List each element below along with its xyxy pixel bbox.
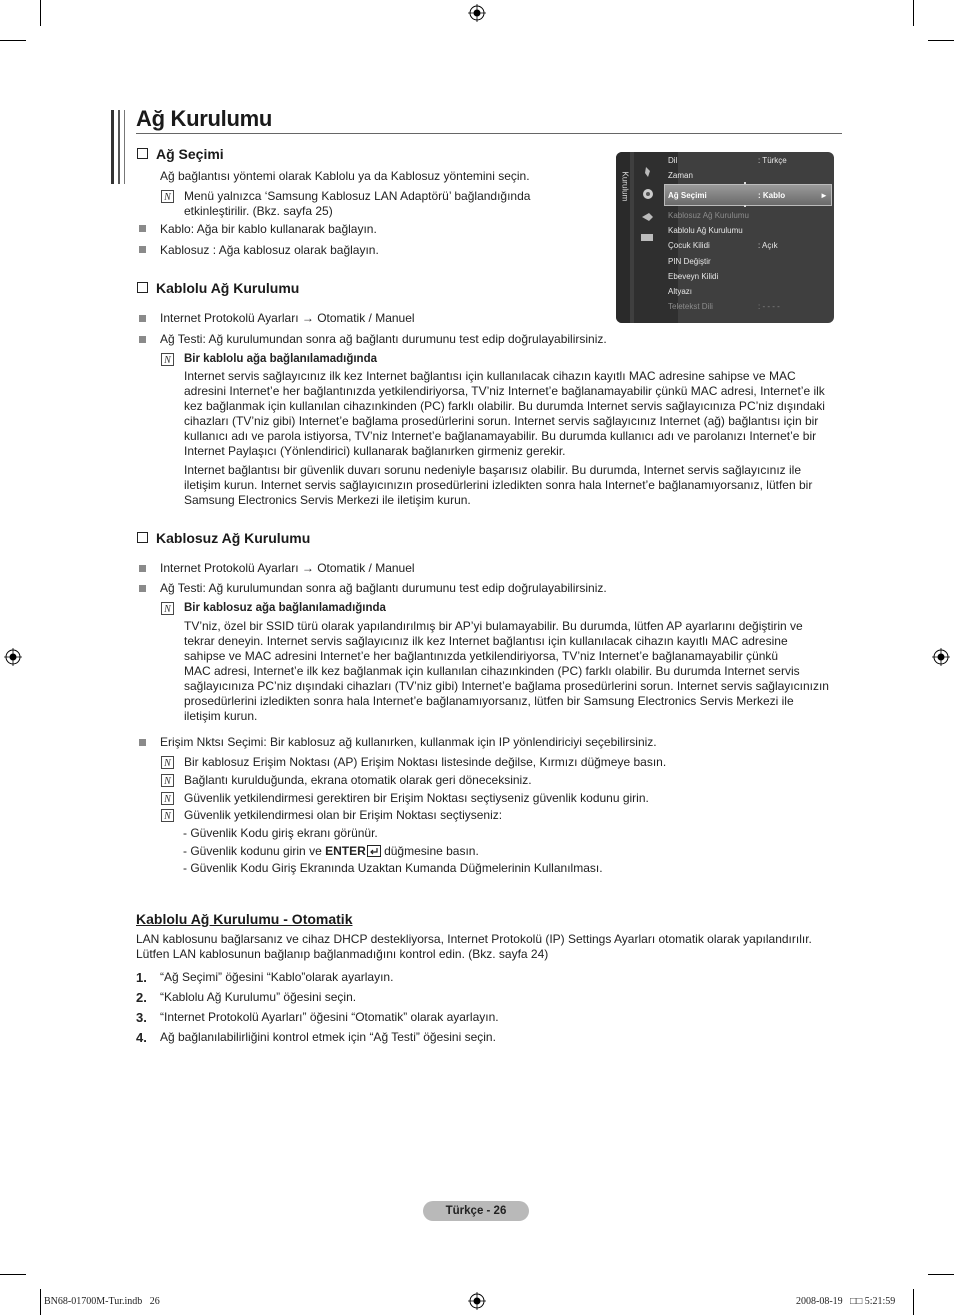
title-bar-decoration xyxy=(111,110,114,184)
svg-text:N: N xyxy=(164,794,171,805)
text-line: cihazları (TV’niz gibi) Internet’e bağlama prosedürlerini sorun. Internet servis sağlayıcınız Internet (ağ) bağlantısı için bir xyxy=(184,414,819,428)
svg-text:N: N xyxy=(164,192,171,203)
note-paragraph xyxy=(184,619,849,724)
crop-mark xyxy=(40,1289,41,1315)
section-heading-text: Kablolu Ağ Kurulumu xyxy=(156,280,300,296)
registration-mark-icon xyxy=(932,648,950,666)
application-icon xyxy=(640,232,654,242)
paragraph: Ağ bağlantısı yöntemi olarak Kablolu ya da Kablosuz yöntemini seçin. xyxy=(160,169,530,183)
menu-item-label-disabled: Kablosuz Ağ Kurulumu xyxy=(668,211,749,220)
note-paragraph xyxy=(184,463,844,508)
step-number: 1. xyxy=(136,970,147,985)
dash-item xyxy=(183,844,479,859)
menu-side-label: Kurulum xyxy=(620,171,630,202)
step-number: 2. xyxy=(136,990,147,1005)
bullet-icon xyxy=(139,585,146,592)
svg-text:N: N xyxy=(164,355,171,366)
dash-item: - Güvenlik Kodu Giriş Ekranında Uzaktan Kumanda Düğmelerinin Kullanılması. xyxy=(183,861,603,875)
menu-item-label[interactable]: Kablolu Ağ Kurulumu xyxy=(668,226,743,235)
note-title: Bir kablosuz ağa bağlanılamadığında xyxy=(184,602,386,614)
section-heading-text: Kablosuz Ağ Kurulumu xyxy=(156,530,311,546)
title-rule xyxy=(136,133,842,134)
crop-mark xyxy=(0,40,26,41)
note-text: Güvenlik yetkilendirmesi olan bir Erişim Noktası seçtiyseniz: xyxy=(184,808,503,822)
list-item: Kablo: Ağa bir kablo kullanarak bağlayın. xyxy=(160,222,377,236)
note-icon xyxy=(161,602,174,615)
menu-item-label[interactable]: Altyazı xyxy=(668,287,693,296)
crop-mark xyxy=(913,1289,914,1315)
dash-item: - Güvenlik Kodu giriş ekranı görünür. xyxy=(183,826,378,840)
dash-item-text: düğmesine basın. xyxy=(380,844,479,858)
note-text: Bağlantı kurulduğunda, ekrana otomatik olarak geri döneceksiniz. xyxy=(184,773,532,787)
menu-item-label-selected[interactable]: Ağ Seçimi xyxy=(668,191,707,200)
menu-item-label[interactable]: PIN Değiştir xyxy=(668,257,711,266)
text-line: tekrar deneyin. Internet servis sağlayıcınız ilk kez Internet bağlantısı için kullanılacak cihazın kayıtlı MAC adresine xyxy=(184,634,788,648)
step-number: 3. xyxy=(136,1010,147,1025)
checkbox-icon xyxy=(137,532,148,543)
crop-mark xyxy=(928,1274,954,1275)
note-text: Bir kablosuz Erişim Noktası (AP) Erişim Noktası listesinde değilse, Kırmızı düğmeye basın. xyxy=(184,755,667,769)
text-line: kez bağlanmak için kullanılan cihazınkinden (PC) farklı olabilir. Bu durumda Internet servis sağlayıcınıza PC’niz dışındaki xyxy=(184,399,825,413)
note-icon xyxy=(161,190,174,203)
dash-item-text: - Güvenlik kodunu girin ve xyxy=(183,844,326,858)
footer-date: 2008-08-19 □□ 5:21:59 xyxy=(796,1296,896,1307)
svg-text:N: N xyxy=(164,811,171,822)
text-line: MAC adresi, Internet’e ilk kez bağlanmak için kullanılan cihazınkinden (PC) farklı olabilir. Bu durumda Internet servis xyxy=(184,664,800,678)
text-line: Internet bağlantısı bir güvenlik duvarı sorunu nedeniyle başarısız olabilir. Bu durumda, Internet servis sağlayıcınız ile xyxy=(184,463,801,477)
text-line: TV’niz, özel bir SSID türü olarak yapılandırılmış bir AP’yi bulamayabilir. Bu durumda, lütfen AP ayarlarını değiştirin ve xyxy=(184,619,803,633)
crop-mark xyxy=(40,0,41,26)
note-icon xyxy=(161,774,174,787)
note-icon xyxy=(161,809,174,822)
bullet-icon xyxy=(139,565,146,572)
menu-item-value: : Türkçe xyxy=(758,156,787,165)
step-text: Ağ bağlanılabilirliğini kontrol etmek için “Ağ Testi” öğesini seçin. xyxy=(160,1030,496,1044)
list-item: Erişim Nktsı Seçimi: Bir kablosuz ağ kullanırken, kullanmak için IP yönlendiriciyi seçebilirsiniz. xyxy=(160,735,657,749)
registration-mark-icon xyxy=(4,648,22,666)
svg-text:N: N xyxy=(164,604,171,615)
step-text: “Ağ Seçimi” öğesini “Kablo”olarak ayarlayın. xyxy=(160,970,394,984)
gear-icon xyxy=(640,186,656,202)
list-item: Ağ Testi: Ağ kurulumundan sonra ağ bağlantı durumunu test edip doğrulayabilirsiniz. xyxy=(160,332,607,346)
menu-item-label[interactable]: Çocuk Kilidi xyxy=(668,241,710,250)
page-number-badge: Türkçe - 26 xyxy=(423,1201,529,1221)
note-text: etkinleştirilir. (Bkz. sayfa 25) xyxy=(184,204,333,218)
paragraph: Lütfen LAN kablosunun bağlanıp bağlanmadığını kontrol edin. (Bkz. sayfa 24) xyxy=(136,947,549,961)
note-paragraph xyxy=(184,369,844,459)
registration-mark-icon xyxy=(468,4,486,22)
note-text: Menü yalnızca ‘Samsung Kablosuz LAN Adaptörü’ bağlandığında xyxy=(184,189,531,203)
enter-key-label: ENTER xyxy=(325,844,366,858)
text-line: sahipse ve MAC adresini Internet’e her bağlantınızda yetkilendiriyorsa, TV’niz Internet’e bağlanamayabilir çünkü xyxy=(184,649,779,663)
section-heading xyxy=(137,146,224,162)
menu-item-label[interactable]: Zaman xyxy=(668,171,693,180)
menu-divider-dot xyxy=(744,205,746,207)
registration-mark-icon xyxy=(468,1292,486,1310)
menu-divider-dot xyxy=(744,182,746,184)
bullet-icon xyxy=(139,225,146,232)
menu-item-value: : Açık xyxy=(758,241,778,250)
text-line: iletişim kurun. xyxy=(184,709,258,723)
menu-arrow-icon: ► xyxy=(820,191,828,200)
checkbox-icon xyxy=(137,148,148,159)
bullet-icon xyxy=(139,315,146,322)
list-item: Kablosuz : Ağa kablosuz olarak bağlayın. xyxy=(160,243,379,257)
paragraph: LAN kablosunu bağlarsanız ve cihaz DHCP destekliyorsa, Internet Protokolü (IP) Settings Ayarları otomatik olarak yapılandırılır. xyxy=(136,932,812,946)
text-line: iletişim kurun. Internet servis sağlayıcınızın prosedürlerini izledikten sonra hala Internet’e bağlanamıyorsanız, lütfen bir xyxy=(184,478,813,492)
menu-item-value: : - - - - xyxy=(758,302,780,311)
checkbox-icon xyxy=(137,282,148,293)
subsection-heading: Kablolu Ağ Kurulumu - Otomatik xyxy=(136,911,353,927)
note-text: Güvenlik yetkilendirmesi gerektiren bir Erişim Noktası seçtiyseniz güvenlik kodunu girin. xyxy=(184,791,649,805)
title-bar-decoration xyxy=(124,110,125,184)
picture-icon xyxy=(643,166,653,178)
menu-item-label-disabled: Teletekst Dili xyxy=(668,302,713,311)
section-heading xyxy=(137,280,299,296)
note-icon xyxy=(161,792,174,805)
menu-item-label[interactable]: Ebeveyn Kilidi xyxy=(668,272,719,281)
svg-text:N: N xyxy=(164,776,171,787)
section-heading-text: Ağ Seçimi xyxy=(156,146,224,162)
text-line: Internet Paylaşıcı (Yönlendirici) kullanarak bağlanırken girmeniz gerekir. xyxy=(184,444,566,458)
menu-item-value: : Kablo xyxy=(758,191,786,200)
input-icon xyxy=(641,212,654,222)
text-line: Samsung Electronics Servis Merkezi ile iletişim kurun. xyxy=(184,493,471,507)
list-item: Internet Protokolü Ayarları → Otomatik / Manuel xyxy=(160,561,415,575)
text-line: prosedürlerini izledikten sonra hala Internet’e bağlanamıyorsanız, lütfen bir Samsung Electronics Servis Merkezi ile xyxy=(184,694,794,708)
section-heading xyxy=(137,530,310,546)
svg-text:N: N xyxy=(164,758,171,769)
bullet-icon xyxy=(139,739,146,746)
text-line: sağlayıcınıza PC’niz dışındaki cihazları (TV’niz gibi) Internet’e bağlama prosedürlerini sorun. Internet servis sağlayıcınızın xyxy=(184,679,829,693)
menu-item-label[interactable]: Dil xyxy=(668,156,678,165)
crop-mark xyxy=(913,0,914,26)
note-title: Bir kablolu ağa bağlanılamadığında xyxy=(184,353,377,365)
list-item: Ağ Testi: Ağ kurulumundan sonra ağ bağlantı durumunu test edip doğrulayabilirsiniz. xyxy=(160,581,607,595)
bullet-icon xyxy=(139,246,146,253)
step-text: “Internet Protokolü Ayarları” öğesini “Otomatik” olarak ayarlayın. xyxy=(160,1010,499,1024)
step-number: 4. xyxy=(136,1030,147,1045)
text-line: kullanıcı adı ve parola istiyorsa, TV’niz Internet’e bağlanamayabilir. Bu durumda kullanıcı adı ve parolanızı Internet’e bir xyxy=(184,429,817,443)
tv-menu-screenshot xyxy=(616,152,834,323)
list-item: Internet Protokolü Ayarları → Otomatik / Manuel xyxy=(160,311,415,325)
page-title: Ağ Kurulumu xyxy=(136,106,273,131)
note-icon xyxy=(161,756,174,769)
footer-file: BN68-01700M-Tur.indb 26 xyxy=(44,1296,160,1307)
title-bar-decoration xyxy=(118,110,120,184)
crop-mark xyxy=(0,1274,26,1275)
crop-mark xyxy=(928,40,954,41)
enter-key-icon xyxy=(367,845,381,857)
step-text: “Kablolu Ağ Kurulumu” öğesini seçin. xyxy=(160,990,357,1004)
text-line: adresini Internet’e her bağlantınızda yetkilendiriyorsa, TV’niz Internet’e bağlanamayabilir çünkü MAC adresi, Internet’e ilk xyxy=(184,384,825,398)
text-line: Internet servis sağlayıcınız ilk kez Internet bağlantısı için kullanılacak cihazın kayıtlı MAC adresine sahipse ve MAC xyxy=(184,369,796,383)
note-icon xyxy=(161,353,174,366)
bullet-icon xyxy=(139,336,146,343)
